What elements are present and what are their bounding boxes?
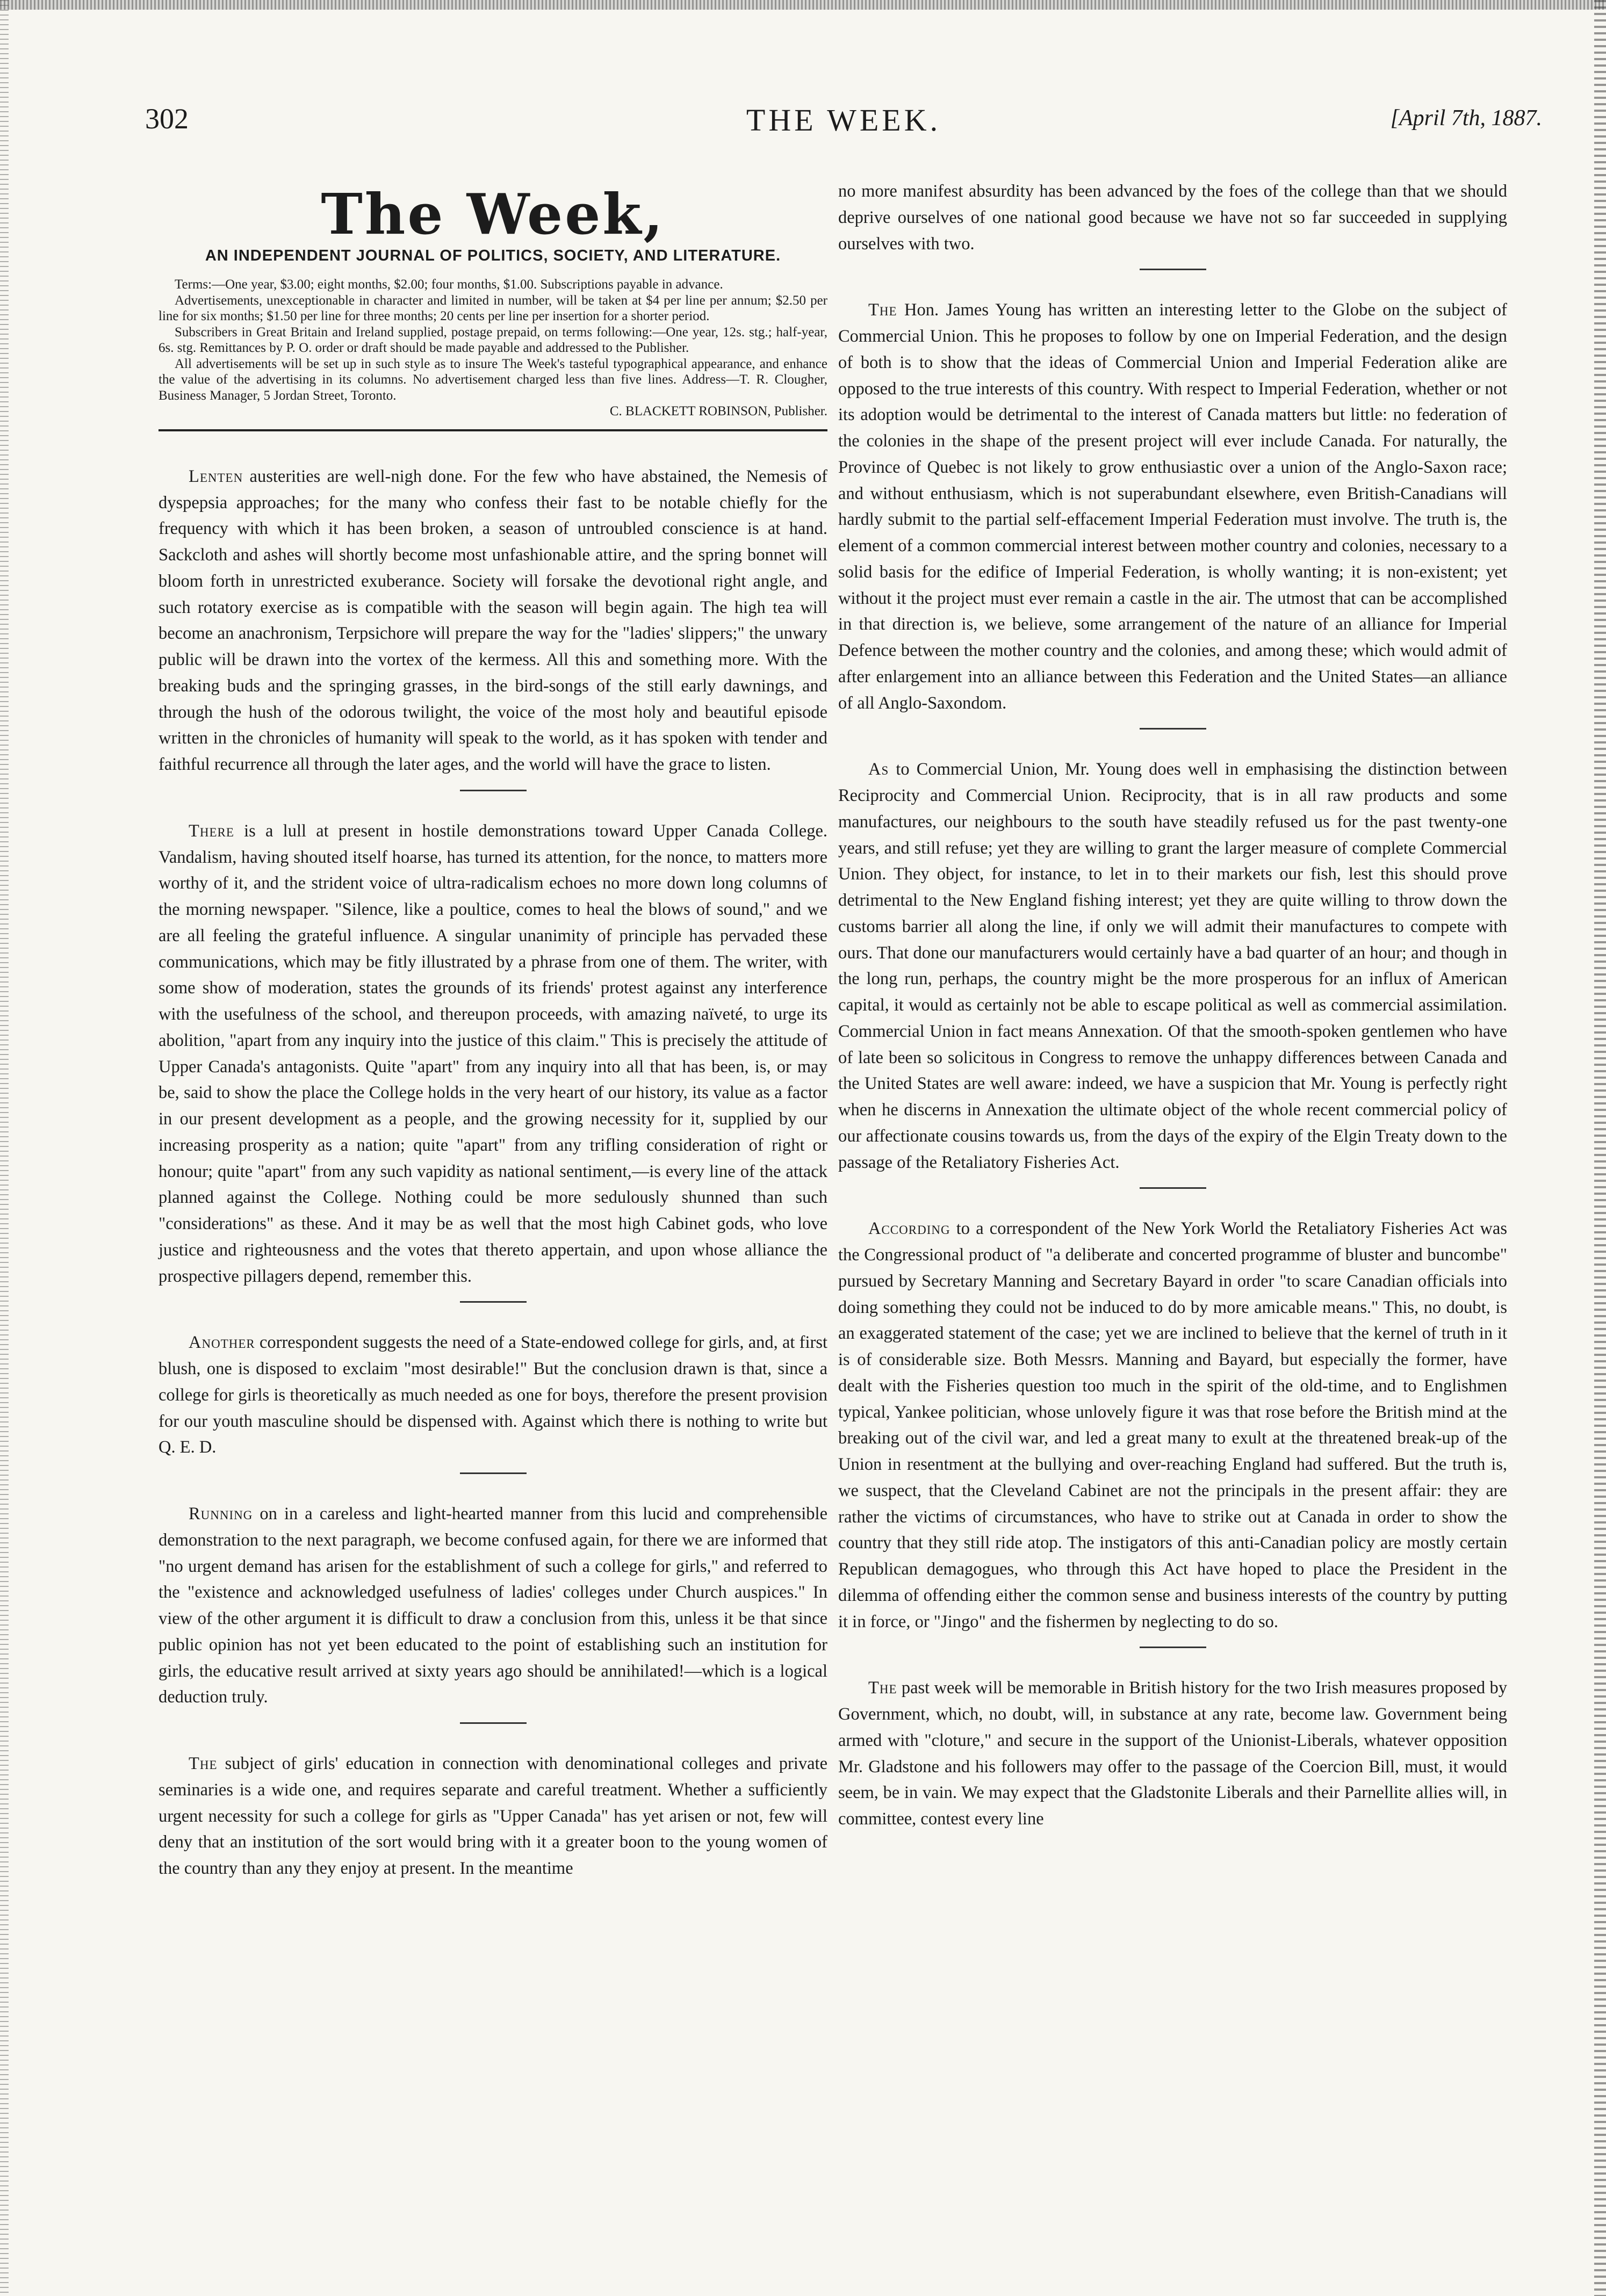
article-lenten: [159, 464, 827, 778]
lead-word: Another: [189, 1333, 255, 1353]
page-number: 302: [145, 103, 189, 135]
section-divider: [1140, 269, 1206, 270]
masthead: [159, 181, 827, 265]
scan-edge-right: [1594, 0, 1606, 2296]
article-paragraph: [159, 1751, 827, 1882]
paragraph-text: is a lull at present in hostile demonstrations toward Upper Canada College. Vandalism, having shouted itself hoarse, has turned its attention, for the nonce, to matters more worthy of it, and the strident voice of ultra-radicalism echoes no more down long columns of the morning newspaper. "Silence, like a poultice, comes to heal the blows of sound," and we are all feeling the grateful influence. A singular unanimity of principle has pervaded these communications, which may be fitly illustrated by a phrase from one of them. The writer, with some show of moderation, states the grounds of its friends' protest against any interference with the usefulness of the school, and thereupon proceeds, with amazing naïveté, to urge its abolition, "apart from any inquiry into the justice of this claim." This is precisely the attitude of Upper Canada's antagonists. Quite "apart" from any inquiry into all that has been, is, or may be, said to show the place the College holds in the very heart of our history, its value as a factor in our present development as a people, and the growing necessity for it, supplied by our increasing prosperity as a nation; quite "apart" from any trifling consideration of right or honour; quite "apart" from any such vapidity as national sentiment,—is every line of the attack planned against the College. Nothing could be more sedulously shunned than such "considerations" as these. And it may be as well that the most high Cabinet gods, who love justice and righteousness and the votes that thereto appertain, and upon whose alliance the prospective pillagers depend, remember this.: [159, 821, 827, 1286]
left-column: [159, 177, 827, 1882]
terms-paragraph: Advertisements, unexceptionable in character and limited in number, will be taken at $4 per line per annum; $2.50 per line for six months; $1.50 per line for three months; 20 cents per line per insertion for a shorter period.: [159, 293, 827, 324]
article-girls-education: [159, 1751, 827, 1882]
issue-date: [April 7th, 1887.: [1390, 106, 1542, 131]
paragraph-text: Hon. James Young has written an interesting letter to the Globe on the subject of Commercial Union. This he proposes to follow by one on Imperial Federation, and the design of both is to show that the ideas of Commercial Union and Imperial Federation alike are opposed to the true interests of this country. With respect to Imperial Federation, whether or not its adoption would be detrimental to the interest of Canada matters but little: no federation of the colonies in the shape of the present project will ever include Canada. For naturally, the Province of Quebec is not likely to grow enthusiastic over a union of the Anglo-Saxon race; and without enthusiasm, which is not superabundant elsewhere, even British-Canadians will hardly submit to the partial self-effacement Imperial Federation must involve. The truth is, the element of a common commercial interest between mother country and colonies, necessary to a solid basis for the edifice of Imperial Federation, is wholly wanting; it is non-existent; yet without it the project must ever remain a castle in the air. The utmost that can be accomplished in that direction is, we believe, some arrangement of the nature of an alliance for Imperial Defence between the mother country and the colonies, and among these; which would admit of after enlargement into an alliance between this Federation and the United States—an alliance of all Anglo-Saxondom.: [838, 300, 1507, 713]
article-upper-canada: [159, 818, 827, 1290]
article-paragraph: [159, 818, 827, 1290]
article-paragraph: [838, 178, 1507, 257]
article-paragraph: [838, 1675, 1507, 1832]
paragraph-text: past week will be memorable in British history for the two Irish measures proposed by Government, which, no doubt, will, in substance at any rate, become law. Government being armed with "cloture," and secure in the support of the Unionist-Liberals, whatever opposition Mr. Gladstone and his followers may offer to the passage of the Coercion Bill, must, it would seem, be in vain. We may expect that the Gladstonite Liberals and their Parnellite allies will, in committee, contest every line: [838, 1678, 1507, 1829]
section-divider: [460, 1722, 527, 1724]
running-head: [145, 102, 1542, 145]
article-continuation: [838, 178, 1507, 257]
section-divider: [460, 1301, 527, 1303]
section-divider: [1140, 1187, 1206, 1189]
right-column: [838, 178, 1507, 1832]
lead-word: The: [189, 1754, 218, 1774]
masthead-title: The Week,: [321, 181, 665, 247]
section-divider: [1140, 1647, 1206, 1648]
article-commercial-union: [838, 756, 1507, 1175]
paragraph-text: to a correspondent of the New York World the Retaliatory Fisheries Act was the Congressional product of "a deliberate and concerted programme of bluster and buncombe" pursued by Secretary Manning and Secretary Bayard in order "to scare Canadian officials into doing something they could not be induced to do by more amicable means." This, no doubt, is an exaggerated statement of the case; yet we are inclined to believe that the kernel of truth in it is of considerable size. Both Messrs. Manning and Bayard, but especially the former, have dealt with the Fisheries question too much in the spirit of the old-time, and to Englishmen typical, Yankee politician, whose unlovely figure it was that rose before the British mind at the breaking out of the civil war, and led a great many to exult at the threatened break-up of the Union in resentment at the bullying and over-reaching England had suffered. But the truth is, we suspect, that the Cleveland Cabinet are not the principals in the present affair: they are rather the victims of circumstances, who have to strike out at Canada in order to show the country that they still ride atop. The instigators of this anti-Canadian policy are mostly certain Republican demagogues, who through this Act have hoped to place the President in the dilemma of offending either the common sense and business interests of the country by putting it in force, or "Jingo" and the fishermen by neglecting to do so.: [838, 1219, 1507, 1631]
paragraph-text: correspondent suggests the need of a State-endowed college for girls, and, at first blush, one is disposed to exclaim "most desirable!" But the conclusion drawn is that, since a college for girls is theoretically as much needed as one for boys, therefore the present provision for our youth masculine should be dispensed with. Against which there is nothing to write but Q. E. D.: [159, 1333, 827, 1457]
lead-word: Running: [189, 1504, 253, 1524]
masthead-subtitle: AN INDEPENDENT JOURNAL OF POLITICS, SOCIETY, AND LITERATURE.: [205, 247, 781, 265]
section-divider: [1140, 728, 1206, 730]
article-paragraph: [838, 756, 1507, 1175]
scan-edge-top: [0, 0, 1606, 10]
paragraph-text: to Commercial Union, Mr. Young does well in emphasising the distinction between Reciprocity and Commercial Union. Reciprocity, that is in all raw products and some manufactures, our neighbours to the south have steadily refused us for the past twenty-one years, and still refuse; yet they are willing to grant the larger measure of complete Commercial Union. They object, for instance, to let in to their markets our fish, lest this should prove detrimental to the New England fishing interest; yet they are quite willing to throw down the customs barrier all along the line, if only we will admit their manufactures to compete with ours. That done our manufacturers would certainly have a bad quarter of an hour; and though in the long run, perhaps, the country might be the more prosperous for an influx of American capital, it would as certainly not be able to escape political as well as commercial assimilation. Commercial Union in fact means Annexation. Of that the smooth-spoken gentlemen who have of late been so solicitous in Congress to remove the unhappy differences between Canada and the United States are well aware: indeed, we have a suspicion that Mr. Young is perfectly right when he discerns in Annexation the ultimate object of the whole recent commercial policy of our affectionate cousins towards us, from the days of the expiry of the Elgin Treaty down to the passage of the Retaliatory Fisheries Act.: [838, 760, 1507, 1172]
article-fisheries-act: [838, 1216, 1507, 1635]
article-paragraph: [159, 464, 827, 778]
article-paragraph: [838, 297, 1507, 716]
article-james-young: [838, 297, 1507, 716]
paper-title: THE WEEK.: [746, 103, 941, 138]
subscription-terms: [159, 277, 827, 431]
lead-word: According: [868, 1219, 950, 1239]
lead-word: There: [189, 821, 234, 841]
publisher-line: C. BLACKETT ROBINSON, Publisher.: [609, 404, 827, 419]
article-running-on: [159, 1501, 827, 1710]
paragraph-text: no more manifest absurdity has been advanced by the foes of the college than that we should deprive ourselves of one national good because we have not so far succeeded in supplying ourselves with two.: [838, 182, 1507, 254]
article-paragraph: [159, 1501, 827, 1710]
lead-word: As: [868, 760, 889, 779]
lead-word: Lenten: [189, 466, 243, 486]
article-girls-college: [159, 1330, 827, 1461]
terms-paragraph: Subscribers in Great Britain and Ireland supplied, postage prepaid, on terms following:—One year, 12s. stg.; half-year, 6s. stg. Remittances by P. O. order or draft should be made payable and addressed to the Publisher.: [159, 324, 827, 356]
article-paragraph: [159, 1330, 827, 1461]
lead-word: The: [868, 1678, 897, 1698]
scan-edge-left: [0, 0, 9, 2296]
section-divider: [460, 1472, 527, 1474]
paragraph-text: austerities are well-nigh done. For the few who have abstained, the Nemesis of dyspepsia approaches; for the many who confess their fast to be notable chiefly for the frequency with which it has been broken, a season of untroubled conscience is at hand. Sackcloth and ashes will shortly become most unfashionable attire, and the spring bonnet will bloom forth in unrestricted exuberance. Society will forsake the devotional right angle, and such rotatory exercise as is compatible with the season will begin again. The high tea will become an anachronism, Terpsichore will prepare the way for the "ladies' slippers;" the unwary public will be drawn into the vortex of the kermess. All this and something more. With the breaking buds and the springing grasses, in the bird-songs of the still early dawnings, and through the hush of the odorous twilight, the voice of the most holy and beautiful episode written in the chronicles of humanity will speak to the world, as it has spoken with tender and faithful recurrence all through the later ages, and the world will have the grace to listen.: [159, 466, 827, 775]
terms-paragraph: All advertisements will be set up in such style as to insure The Week's tasteful typographical appearance, and enhance the value of the advertising in its columns. No advertisement charged less than five lines. Address—T. R. Clougher, Business Manager, 5 Jordan Street, Toronto.: [159, 356, 827, 403]
section-divider: [460, 790, 527, 791]
terms-paragraph: Terms:—One year, $3.00; eight months, $2.00; four months, $1.00. Subscriptions payable in advance.: [175, 277, 723, 292]
article-paragraph: [838, 1216, 1507, 1635]
paragraph-text: subject of girls' education in connection with denominational colleges and private seminaries is a wide one, and requires separate and careful treatment. Whether a sufficiently urgent necessity for such a college for girls as "Upper Canada" has yet arisen or not, few will deny that an institution of the sort would bring with it a greater boon to the young women of the country than any they enjoy at present. In the meantime: [159, 1754, 827, 1879]
lead-word: The: [868, 300, 897, 320]
paragraph-text: on in a careless and light-hearted manner from this lucid and comprehensible demonstration to the next paragraph, we become confused again, for there we are informed that "no urgent demand has arisen for the establishment of such a college for girls," and referred to the "existence and acknowledged usefulness of ladies' colleges under Church auspices." In view of the other argument it is difficult to draw a conclusion from this, unless it be that since public opinion has not yet been educated to the point of establishing such an institution for girls, the educative result arrived at sixty years ago should be annihilated!—which is a logical deduction truly.: [159, 1504, 827, 1707]
article-irish-measures: [838, 1675, 1507, 1832]
